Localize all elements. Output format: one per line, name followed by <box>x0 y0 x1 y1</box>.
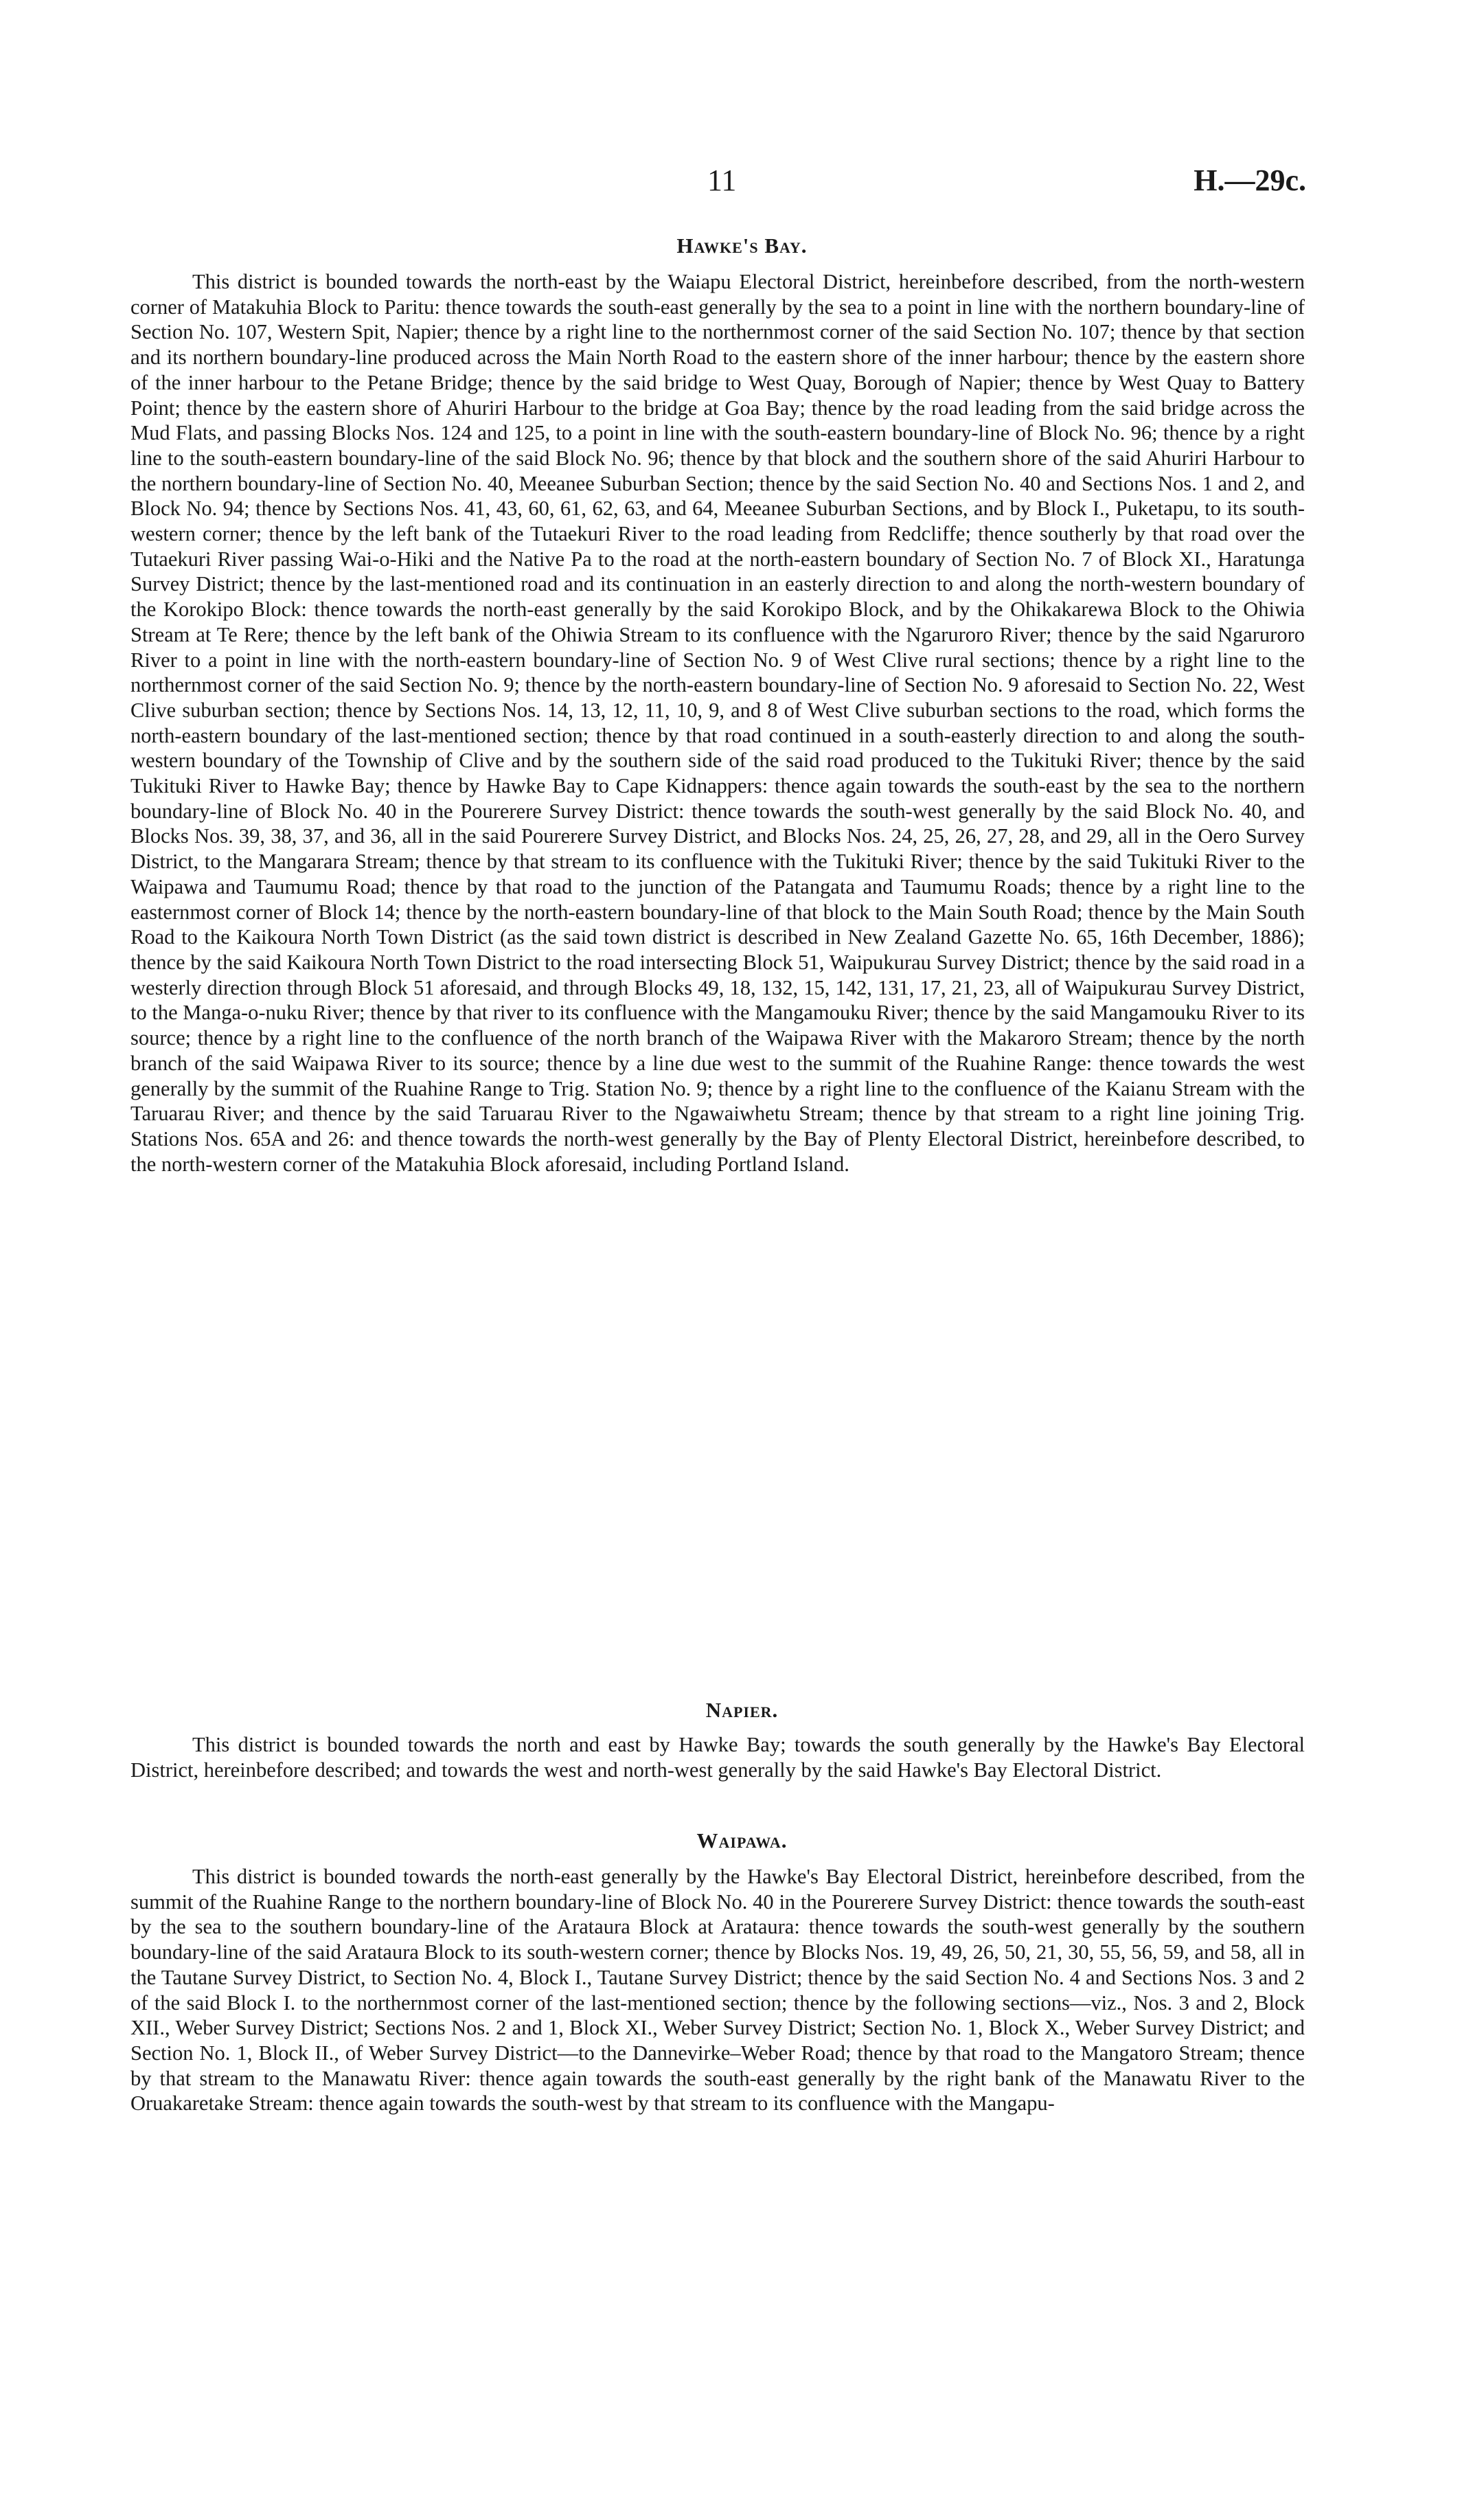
document-reference: H.—29c. <box>1194 163 1306 197</box>
section-paragraph-napier: This district is bounded towards the north and east by Hawke Bay; towards the south generally by the Hawke's Bay Electoral District, hereinbefore described; and towards the west and north-west generally by the said Hawke's Bay Electoral District. <box>130 1733 1305 1782</box>
section-heading-napier: Napier. <box>705 1698 779 1722</box>
section-heading-hawkes-bay: Hawke's Bay. <box>676 234 808 258</box>
section-heading-waipawa: Waipawa. <box>696 1828 788 1852</box>
page-number: 11 <box>707 163 737 197</box>
section-paragraph-waipawa: This district is bounded towards the north-east generally by the Hawke's Bay Electoral District, hereinbefore described, from the summit of the Ruahine Range to the northern boundary-line of Block No. 40 in the Pourerere Survey District: thence towards the south-east by the sea to the southern boundary-line of the Arataura Block at Arataura: thence towards the south-west generally by the southern boundary-line of the said Arataura Block to its south-western corner; thence by Blocks Nos. 19, 49, 26, 50, 21, 30, 55, 56, 59, and 58, all in the Tautane Survey District, to Section No. 4, Block I., Tautane Survey District; thence by the said Section No. 4 and Sections Nos. 3 and 2 of the said Block I. to the northernmost corner of the last-mentioned section; thence by the following sections—viz., Nos. 3 and 2, Block XII., Weber Survey District; Sections Nos. 2 and 1, Block XI., Weber Survey District; Section No. 1, Block X., Weber Survey District; and Section No. 1, Block II., of Weber Survey District—to the Dannevirke–Weber Road; thence by that road to the Mangatoro Stream; thence by that stream to the Manawatu River: thence again towards the south-east generally by the right bank of the Manawatu River to the Oruakaretake Stream: thence again towards the south-west by that stream to its confluence with the Mangapu- <box>130 1865 1305 2115</box>
section-paragraph-hawkes-bay: This district is bounded towards the north-east by the Waiapu Electoral District, hereinbefore described, from the north-western corner of Matakuhia Block to Paritu: thence towards the south-east generally by the sea to a point in line with the northern boundary-line of Section No. 107, Western Spit, Napier; thence by a right line to the northernmost corner of the said Section No. 107; thence by that section and its northern boundary-line produced across the Main North Road to the eastern shore of the inner harbour; thence by the eastern shore of the inner harbour to the Petane Bridge; thence by the said bridge to West Quay, Borough of Napier; thence by West Quay to Battery Point; thence by the eastern shore of Ahuriri Harbour to the bridge at Goa Bay; thence by the road leading from the said bridge across the Mud Flats, and passing Blocks Nos. 124 and 125, to a point in line with the south-eastern boundary-line of Block No. 96; thence by a right line to the south-eastern boundary-line of the said Block No. 96; thence by that block and the southern shore of the said Ahuriri Harbour to the northern boundary-line of Section No. 40, Meeanee Suburban Section; thence by the said Section No. 40 and Sections Nos. 1 and 2, and Block No. 94; thence by Sections Nos. 41, 43, 60, 61, 62, 63, and 64, Meeanee Suburban Sections, and by Block I., Puketapu, to its south-western corner; thence by the left bank of the Tutaekuri River to the road leading from Redcliffe; thence southerly by that road over the Tutaekuri River passing Wai-o-Hiki and the Native Pa to the road at the north-eastern boundary of Section No. 7 of Block XI., Haratunga Survey District; thence by the last-mentioned road and its continuation in an easterly direction to and along the north-western boundary of the Korokipo Block: thence towards the north-east generally by the said Korokipo Block, and by the Ohikakarewa Block to the Ohiwia Stream at Te Rere; thence by the left bank of the Ohiwia Stream to its confluence with the Ngaruroro River; thence by the said Ngaruroro River to a point in line with the north-eastern boundary-line of Section No. 9 of West Clive rural sections; thence by a right line to the northernmost corner of the said Section No. 9; thence by the north-eastern boundary-line of Section No. 9 aforesaid to Section No. 22, West Clive suburban section; thence by Sections Nos. 14, 13, 12, 11, 10, 9, and 8 of West Clive suburban sections to the road, which forms the north-eastern boundary of the last-mentioned section; thence by that road continued in a south-easterly direction to and along the south-western boundary of the Township of Clive and by the southern side of the said road produced to the Tukituki River; thence by the said Tukituki River to Hawke Bay; thence by Hawke Bay to Cape Kidnappers: thence again towards the south-east by the sea to the northern boundary-line of Block No. 40 in the Pourerere Survey District: thence towards the south-west generally by the said Block No. 40, and Blocks Nos. 39, 38, 37, and 36, all in the said Pourerere Survey District, and Blocks Nos. 24, 25, 26, 27, 28, and 29, all in the Oero Survey District, to the Mangarara Stream; thence by that stream to its confluence with the Tukituki River; thence by the said Tukituki River to the Waipawa and Taumumu Road; thence by that road to the junction of the Patangata and Taumumu Roads; thence by a right line to the easternmost corner of Block 14; thence by the north-eastern boundary-line of that block to the Main South Road; thence by the Main South Road to the Kaikoura North Town District (as the said town district is described in New Zealand Gazette No. 65, 16th December, 1886); thence by the said Kaikoura North Town District to the road intersecting Block 51, Waipukurau Survey District; thence by the said road in a westerly direction through Block 51 aforesaid, and through Blocks 49, 18, 132, 15, 142, 131, 17, 21, 23, all of Waipukurau Survey District, to the Manga-o-nuku River; thence by that river to its confluence with the Mangamouku River; thence by the said Mangamouku River to its source; thence by a right line to the confluence of the north branch of the Waipawa River with the Makaroro Stream; thence by the north branch of the said Waipawa River to its source; thence by a line due west to the summit of the Ruahine Range: thence towards the west generally by the summit of the Ruahine Range to Trig. Station No. 9; thence by a right line to the confluence of the Kaianu Stream with the Taruarau River; and thence by the said Taruarau River to the Ngawaiwhetu Stream; thence by that stream to a right line joining Trig. Stations Nos. 65A and 26: and thence towards the north-west generally by the Bay of Plenty Electoral District, hereinbefore described, to the north-western corner of the Matakuhia Block aforesaid, including Portland Island. <box>130 270 1305 1176</box>
